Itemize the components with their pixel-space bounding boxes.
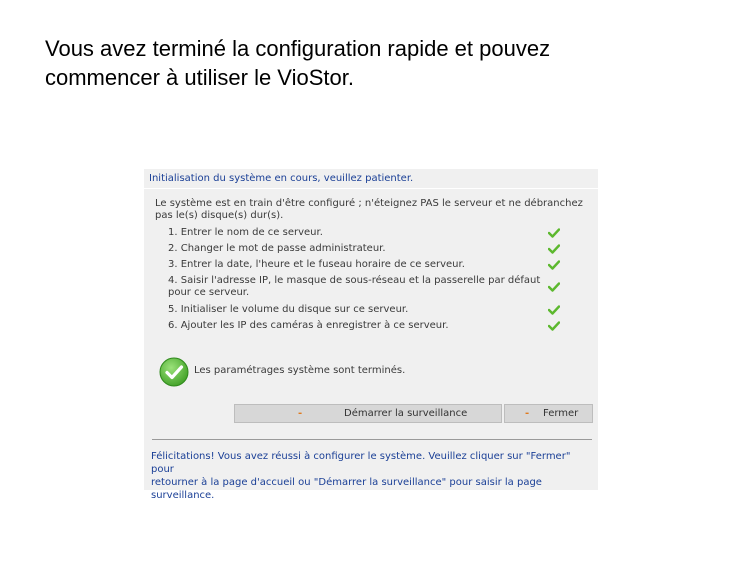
slide-title-line-2: commencer à utiliser le VioStor. [45, 65, 354, 90]
step-label: 2. Changer le mot de passe administrateur. [168, 243, 386, 254]
slide-title-line-1: Vous avez terminé la configuration rapide et pouvez [45, 36, 551, 61]
step-item [168, 304, 548, 316]
step-item [168, 320, 548, 332]
checkmark-icon [548, 282, 560, 292]
button-bullet: - [298, 408, 303, 419]
checkmark-icon [548, 305, 560, 315]
step-label: 6. Ajouter les IP des caméras à enregistrer à ce serveur. [168, 320, 449, 331]
warning-text-line-1: Le système est en train d'être configuré ; n'éteignez PAS le serveur et ne débranchez [155, 198, 583, 209]
checkmark-icon [548, 321, 560, 331]
start-monitoring-label: Démarrer la surveillance [344, 408, 468, 419]
slide-title [45, 34, 705, 92]
panel-header: Initialisation du système en cours, veuillez patienter. [149, 173, 414, 184]
header-divider [144, 188, 598, 189]
step-label-continued: pour ce serveur. [168, 287, 250, 298]
congratulations-line-1: Félicitations! Vous avez réussi à configurer le système. Veuillez cliquer sur "Fermer" pour [151, 451, 571, 475]
step-label: 4. Saisir l'adresse IP, le masque de sous-réseau et la passerelle par défaut [168, 275, 541, 286]
congratulations-line-3: surveillance. [151, 490, 215, 501]
step-label: 5. Initialiser le volume du disque sur ce serveur. [168, 304, 409, 315]
congratulations-message [151, 450, 596, 502]
warning-text-line-2: pas le(s) disque(s) dur(s). [155, 210, 284, 221]
checkmark-icon [548, 244, 560, 254]
warning-text [155, 198, 585, 222]
congratulations-line-2: retourner à la page d'accueil ou "Démarrer la surveillance" pour saisir la page [151, 477, 542, 488]
step-item [168, 259, 548, 271]
checkmark-icon [548, 260, 560, 270]
close-label: Fermer [543, 408, 579, 419]
step-label: 3. Entrer la date, l'heure et le fuseau horaire de ce serveur. [168, 259, 465, 270]
button-bullet: - [525, 408, 530, 419]
checkmark-icon [548, 228, 560, 238]
close-button[interactable] [504, 404, 593, 423]
step-item [168, 243, 548, 255]
footer-divider [152, 439, 592, 440]
step-item [168, 227, 548, 239]
step-label: 1. Entrer le nom de ce serveur. [168, 227, 323, 238]
step-item [168, 275, 548, 299]
completion-message: Les paramétrages système sont terminés. [194, 365, 406, 376]
start-monitoring-button[interactable] [234, 404, 502, 423]
success-circle-check-icon [159, 357, 189, 387]
setup-progress-panel [144, 169, 598, 501]
